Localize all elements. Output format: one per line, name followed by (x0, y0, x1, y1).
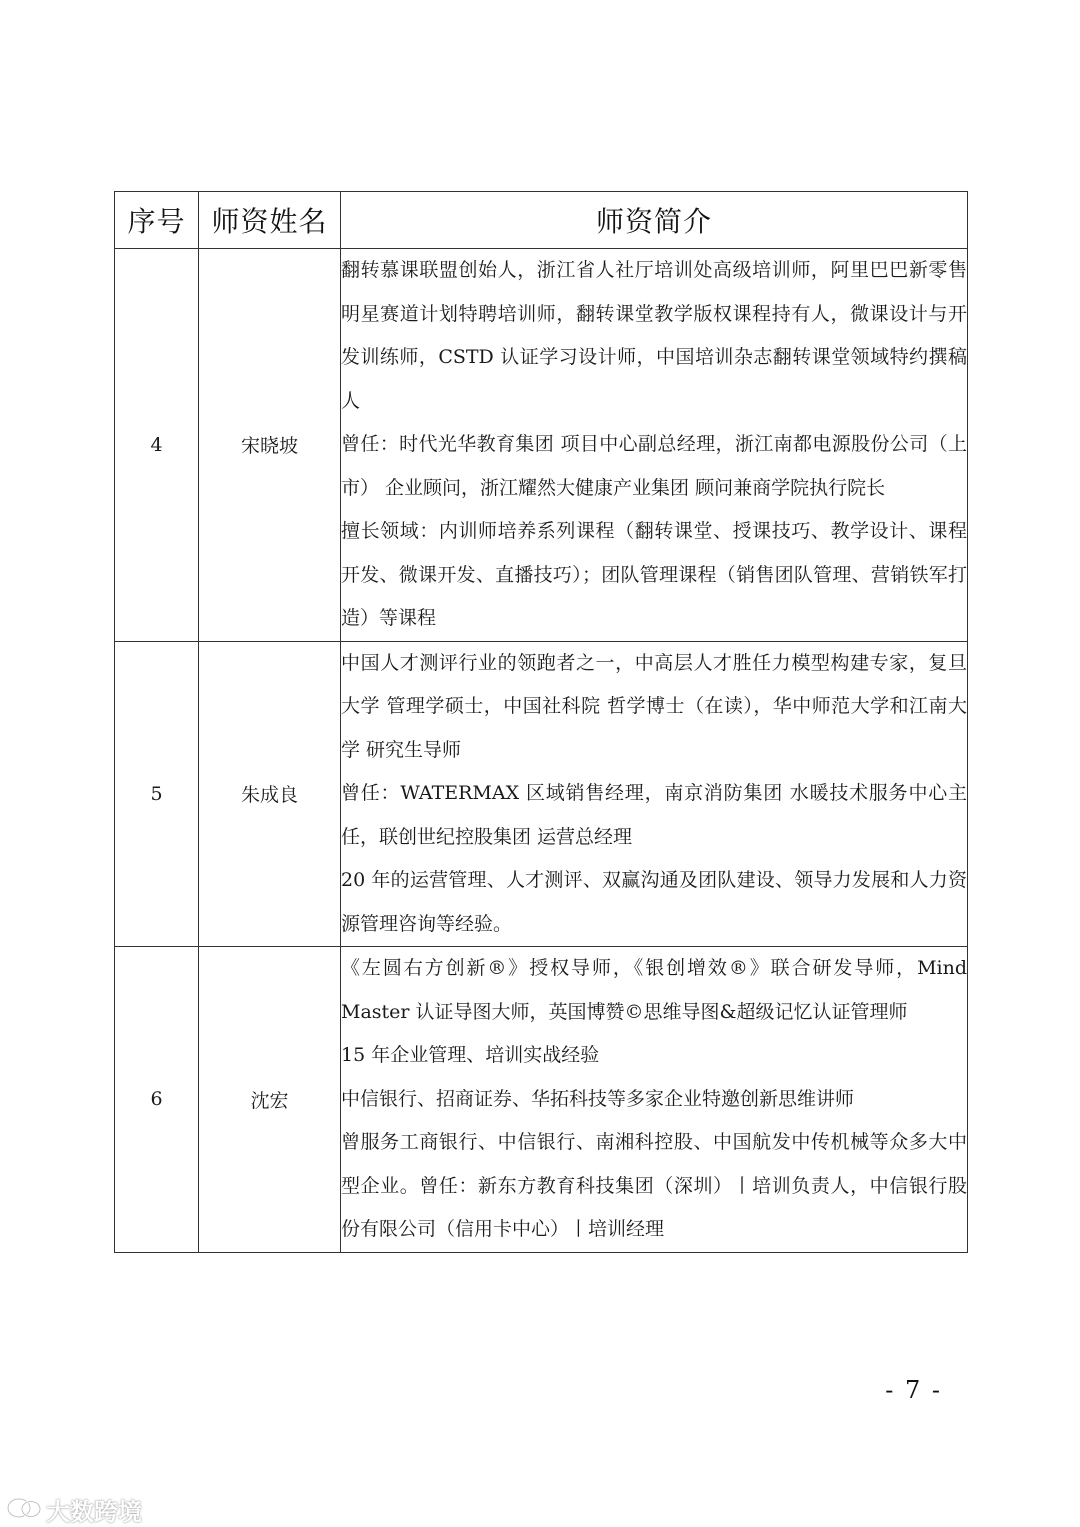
row-number: 5 (115, 641, 199, 947)
table-row (115, 947, 968, 1253)
intro-paragraph: 曾服务工商银行、中信银行、南湘科控股、中国航发中传机械等众多大中型企业。曾任：新东方教育科技集团（深圳）丨培训负责人，中信银行股份有限公司（信用卡中心）丨培训经理 (341, 1131, 967, 1240)
watermark (6, 1492, 142, 1527)
intro-paragraph: 曾任：WATERMAX 区域销售经理，南京消防集团 水暖技术服务中心主任，联创世纪控股集团 运营总经理 (341, 782, 967, 848)
intro-paragraph: 《左圆右方创新®》授权导师，《银创增效®》联合研发导师，Mind Master 认证导图大师，英国博赞©思维导图&超级记忆认证管理师 (341, 957, 967, 1023)
table-row (115, 249, 968, 642)
teacher-name: 宋晓坡 (199, 249, 341, 642)
header-intro: 师资简介 (341, 192, 968, 249)
table-row (115, 641, 968, 947)
intro-paragraph: 擅长领域：内训师培养系列课程（翻转课堂、授课技巧、教学设计、课程开发、微课开发、直播技巧）；团队管理课程（销售团队管理、营销铁军打造）等课程 (341, 520, 967, 629)
teacher-intro (341, 641, 968, 947)
header-no: 序号 (115, 192, 199, 249)
header-name: 师资姓名 (199, 192, 341, 249)
intro-paragraph: 中国人才测评行业的领跑者之一，中高层人才胜任力模型构建专家，复旦大学 管理学硕士，中国社科院 哲学博士（在读），华中师范大学和江南大学 研究生导师 (341, 651, 967, 761)
intro-paragraph: 15 年企业管理、培训实战经验 (341, 1044, 600, 1066)
teacher-intro (341, 249, 968, 642)
intro-paragraph: 20 年的运营管理、人才测评、双赢沟通及团队建设、领导力发展和人力资源管理咨询等经验。 (341, 869, 967, 935)
table-header-row (115, 192, 968, 249)
row-number: 4 (115, 249, 199, 642)
intro-paragraph: 翻转慕课联盟创始人，浙江省人社厅培训处高级培训师，阿里巴巴新零售明星赛道计划特聘培训师，翻转课堂教学版权课程持有人，微课设计与开发训练师，CSTD 认证学习设计师，中国培训杂志翻转课堂领域特约撰稿人 (341, 259, 967, 412)
teacher-name: 沈宏 (199, 947, 341, 1253)
page-number: - 7 - (885, 1376, 942, 1404)
intro-paragraph: 中信银行、招商证券、华拓科技等多家企业特邀创新思维讲师 (341, 1087, 855, 1110)
faculty-table (114, 191, 968, 1253)
row-number: 6 (115, 947, 199, 1253)
watermark-text: 大数跨境 (46, 1498, 142, 1526)
intro-paragraph: 曾任：时代光华教育集团 项目中心副总经理，浙江南都电源股份公司（上市） 企业顾问，浙江耀然大健康产业集团 顾问兼商学院执行院长 (341, 433, 967, 499)
teacher-name: 朱成良 (199, 641, 341, 947)
chat-bubble-logo-icon (6, 1496, 42, 1524)
teacher-intro (341, 947, 968, 1253)
